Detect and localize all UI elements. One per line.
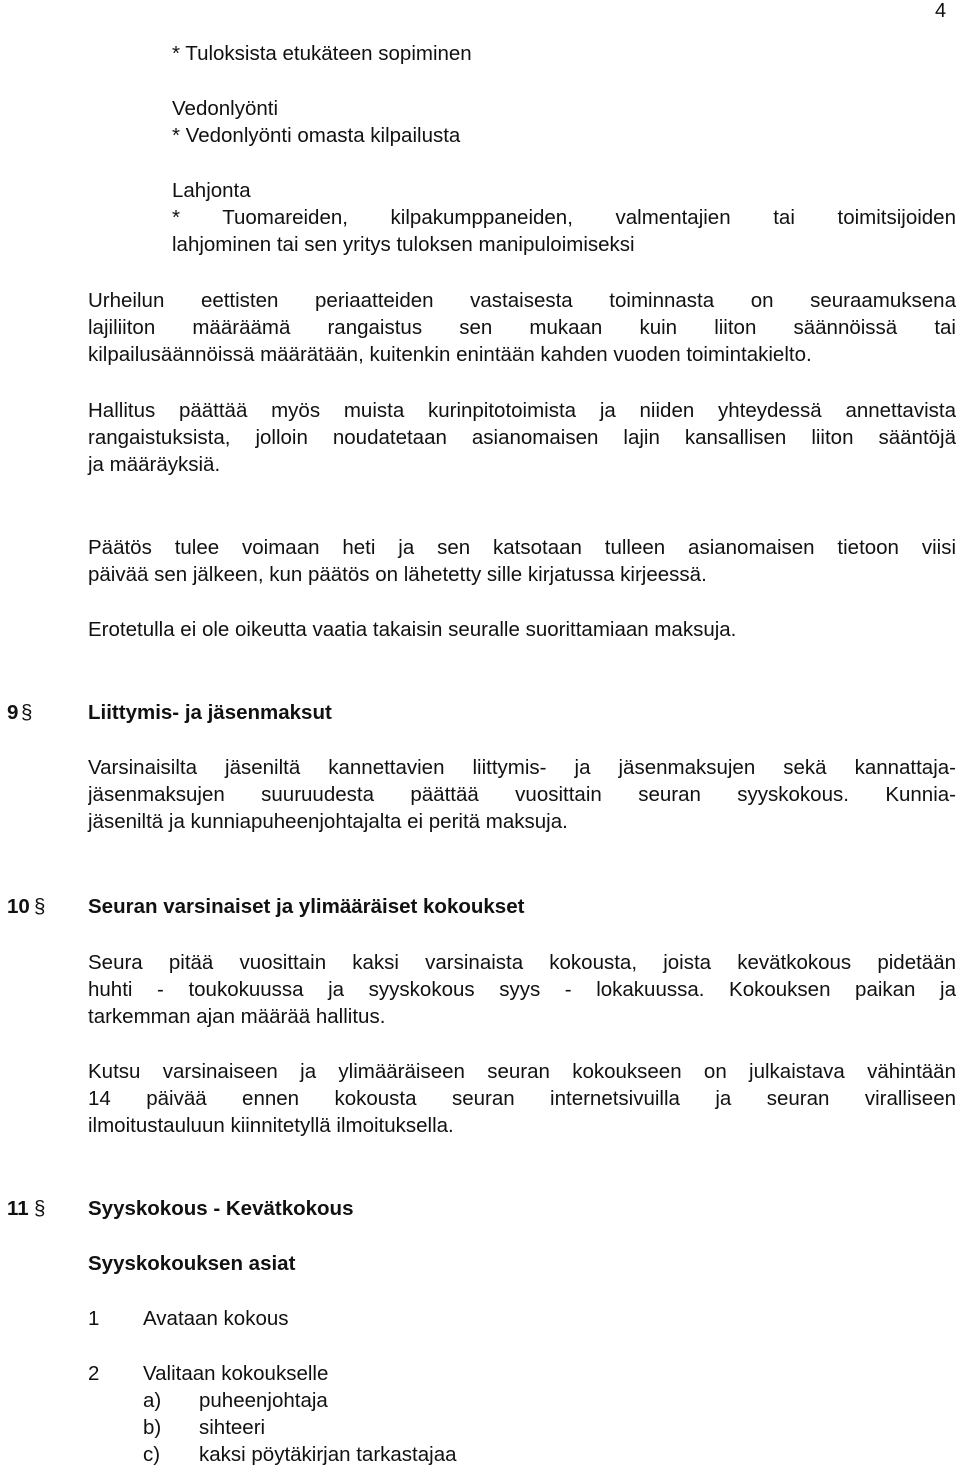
section-title: Seuran varsinaiset ja ylimääräiset kokoukset	[88, 895, 525, 918]
paragraph-line: 14 päivää ennen kokousta seuran internetsivuilla ja seuran viralliseen	[88, 1087, 956, 1110]
sub-list-text: kaksi pöytäkirjan tarkastajaa	[199, 1443, 457, 1466]
list-item-number: 2	[88, 1362, 100, 1385]
page-number: 4	[935, 0, 947, 22]
list-item-text: Avataan kokous	[143, 1307, 289, 1330]
sub-list-item	[143, 1387, 643, 1414]
paragraph-line: Erotetulla ei ole oikeutta vaatia takaisin seuralle suorittamiaan maksuja.	[88, 618, 737, 641]
paragraph-line: lajiliiton määräämä rangaistus sen mukaan kuin liiton säännöissä tai	[88, 316, 956, 339]
list-item-text: Valitaan kokoukselle	[143, 1362, 329, 1385]
bribery-item-line-2: lahjominen tai sen yritys tuloksen manipuloimiseksi	[172, 233, 635, 256]
paragraph-line: ilmoitustauluun kiinnitetyllä ilmoituksella.	[88, 1114, 454, 1137]
paragraph-line: huhti - toukokuussa ja syyskokous syys - lokakuussa. Kokouksen paikan ja	[88, 978, 956, 1001]
section-sign: §	[34, 895, 46, 918]
paragraph-line: tarkemman ajan määrää hallitus.	[88, 1005, 386, 1028]
betting-title: Vedonlyönti	[172, 97, 279, 120]
list-item	[88, 1305, 488, 1332]
subsection-title: Syyskokouksen asiat	[88, 1252, 296, 1275]
paragraph-line: Päätös tulee voimaan heti ja sen katsotaan tulleen asianomaisen tietoon viisi	[88, 536, 956, 559]
sub-list-text: sihteeri	[199, 1416, 266, 1439]
sub-list-item	[143, 1441, 643, 1468]
sub-list-text: puheenjohtaja	[199, 1389, 328, 1412]
paragraph-line: Varsinaisilta jäseniltä kannettavien liittymis- ja jäsenmaksujen sekä kannattaja-	[88, 756, 956, 779]
bribery-title: Lahjonta	[172, 179, 251, 202]
list-item-number: 1	[88, 1307, 100, 1330]
section-title: Syyskokous - Kevätkokous	[88, 1197, 354, 1220]
section-heading-9	[0, 699, 960, 727]
paragraph-line: Seura pitää vuosittain kaksi varsinaista kokousta, joista kevätkokous pidetään	[88, 951, 956, 974]
sub-list-label: a)	[143, 1389, 162, 1412]
section-sign: §	[21, 701, 33, 724]
section-heading-10	[0, 893, 960, 921]
section-number: 9	[7, 701, 19, 724]
paragraph-line: Kutsu varsinaiseen ja ylimääräiseen seuran kokoukseen on julkaistava vähintään	[88, 1060, 956, 1083]
paragraph-line: rangaistuksista, jolloin noudatetaan asianomaisen lajin kansallisen liiton sääntöjä	[88, 426, 956, 449]
paragraph-line: jäsenmaksujen suuruudesta päättää vuosittain seuran syyskokous. Kunnia-	[88, 783, 956, 806]
section-heading-11	[0, 1195, 960, 1223]
paragraph-line: ja määräyksiä.	[88, 453, 221, 476]
section-title: Liittymis- ja jäsenmaksut	[88, 701, 332, 724]
section-number: 10	[7, 895, 30, 918]
betting-item: * Vedonlyönti omasta kilpailusta	[172, 124, 461, 147]
list-item	[88, 1360, 488, 1387]
paragraph-line: päivää sen jälkeen, kun päätös on lähetetty sille kirjatussa kirjeessä.	[88, 563, 707, 586]
sub-list-label: c)	[143, 1443, 161, 1466]
bribery-item-line-1: * Tuomareiden, kilpakumppaneiden, valmentajien tai toimitsijoiden	[172, 206, 956, 229]
intro-item-result-fixing: * Tuloksista etukäteen sopiminen	[172, 42, 472, 65]
sub-list-item	[143, 1414, 643, 1441]
section-sign: §	[34, 1197, 46, 1220]
section-number: 11	[7, 1197, 29, 1220]
paragraph-line: Hallitus päättää myös muista kurinpitotoimista ja niiden yhteydessä annettavista	[88, 399, 956, 422]
paragraph-line: jäseniltä ja kunniapuheenjohtajalta ei peritä maksuja.	[88, 810, 568, 833]
paragraph-line: kilpailusäännöissä määrätään, kuitenkin enintään kahden vuoden toimintakielto.	[88, 343, 812, 366]
sub-list-label: b)	[143, 1416, 162, 1439]
paragraph-line: Urheilun eettisten periaatteiden vastaisesta toiminnasta on seuraamuksena	[88, 289, 956, 312]
